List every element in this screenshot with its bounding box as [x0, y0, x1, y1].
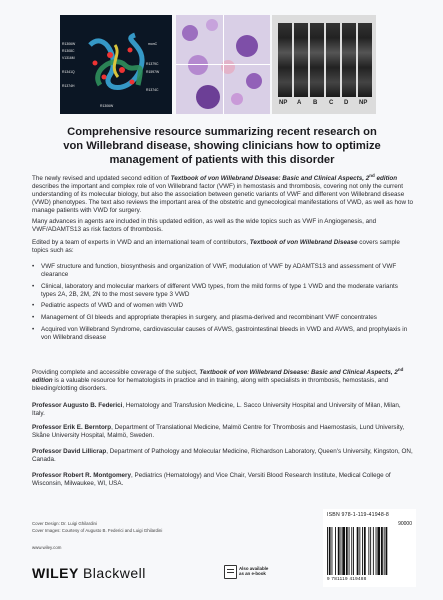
edited-text: Edited by a team of experts in VWD and an international team of contributors, [32, 239, 250, 246]
molecule-label: R1379C [146, 62, 159, 66]
topic-list [32, 263, 410, 345]
molecule-label: R1374C [146, 88, 159, 92]
providing-text: is a valuable resource for hematologists in practice and in training, along with specialists in thrombosis, hemostasis, and bleeding/clotting disorders. [32, 377, 389, 393]
barcode-bar [384, 527, 385, 575]
edited-text: covers sample topics such as: [32, 239, 400, 255]
editor-desc: , Department of Translational Medicine, Malmö Centre for Thrombosis and Haemostasis, Lund University, Skåne University Hospital, Malmö, Sweden. [32, 424, 405, 440]
ebook-text-line: as an e-book [239, 571, 266, 576]
barcode-digits: 9 781119 419488 [327, 576, 367, 581]
barcode-bar [341, 527, 342, 575]
gel-lane-label: A [297, 100, 302, 106]
barcode-bar [370, 527, 371, 575]
barcode-bar [376, 527, 377, 575]
editor-bio [32, 402, 414, 418]
molecule-label: monC [148, 42, 158, 46]
gel-lane-label: D [344, 100, 349, 106]
barcode-bar [329, 527, 331, 575]
editor-name: Professor Erik E. Berntorp [32, 424, 112, 431]
molecule-label: R1306W [100, 104, 114, 108]
list-item: • Management of GI bleeds and appropriate therapies in surgery, and plasma-derived and recombinant VWF concentrates [32, 314, 410, 322]
barcode-bar [362, 527, 363, 575]
barcode-bar [346, 527, 348, 575]
barcode-bar [357, 527, 359, 575]
gel-lane-label: NP [359, 100, 368, 106]
molecule-label: R1341Q [62, 70, 75, 74]
list-item: • Clinical, laboratory and molecular markers of different VWD types, from the mild forms of type 1 VWD and the moderate variants types 2A, 2B, 2M, 2N to the most severe type 3 VWD [32, 283, 410, 299]
barcode-bar [327, 527, 328, 575]
intro-text: describes the important and complex role of von Willebrand factor (VWF) in hemostasis and thrombosis, covering not only the current understanding of its molecular biology, but also the association between genetic variants of VWF and different von Willebrand disease (VWD) phenotypes. The text also reviews the important area of the obstetric and gynecological manifestations of VWD, as well as how to manage patients with VWD for surgery. [32, 183, 414, 215]
publisher-logo [32, 565, 146, 581]
edited-paragraph [32, 239, 414, 255]
ebook-badge [224, 565, 282, 578]
molecule-structure-graphic [60, 15, 172, 114]
editor-bio [32, 424, 414, 440]
editor-bio [32, 472, 414, 488]
editor-desc: , Department of Pathology and Molecular Medicine, Richardson Laboratory, Queen's University, Kingston, ON, Canada. [32, 448, 413, 464]
book-title: Textbook of von Willebrand Disease: Basic and Clinical Aspects, 2 [199, 369, 398, 377]
intro-paragraph [32, 172, 414, 216]
isbn-barcode [323, 509, 416, 587]
editor-name: Professor Robert R. Montgomery [32, 472, 132, 479]
barcode-bar [359, 527, 360, 575]
barcode-bar [373, 527, 374, 575]
barcode-bar [338, 527, 340, 575]
barcode-bar [353, 527, 354, 575]
editor-bio [32, 448, 414, 464]
gel-lane-label: B [313, 100, 318, 106]
barcode-bar [386, 527, 388, 575]
edition-sup: nd [397, 367, 404, 372]
barcode-bar [342, 527, 345, 575]
molecule-label: R1374H [62, 84, 75, 88]
list-item: • VWF structure and function, biosynthesis and organization of VWF, modulation of VWF by ADAMTS13 and assessment of VWF clearance [32, 263, 410, 279]
barcode-bar [335, 527, 336, 575]
barcode-bars [327, 527, 412, 575]
edition-word: edition [374, 175, 398, 183]
ebook-text-line: Also available [239, 566, 269, 571]
barcode-bar [377, 527, 380, 575]
editor-desc: , Hematology and Transfusion Medicine, L. Sacco University Hospital and University of Milan, Milan, Italy. [32, 402, 401, 418]
isbn-number: ISBN 978-1-119-41948-8 [327, 512, 389, 518]
website-link[interactable]: www.wiley.com [32, 545, 62, 550]
cover-images-credit: Cover Images: Courtesy of Augusto B. Federici and Luigi Ghilardini [32, 528, 163, 533]
advances-paragraph: Many advances in agents are included in this updated edition, as well as the wide topics such as VWF in Angiogenesis, and VWF/ADAMTS13 as risk factors of thrombosis. [32, 218, 377, 234]
edition-sup: nd [369, 173, 375, 178]
providing-text: Providing complete and accessible coverage of the subject, [32, 369, 200, 377]
blackwell-wordmark: Blackwell [82, 565, 146, 581]
barcode-bar [349, 527, 350, 575]
histology-image [176, 15, 270, 114]
editor-name: Professor David Lillicrap [32, 448, 107, 455]
cover-design-credit: Cover Design: Dr. Luigi Ghilardini [32, 521, 97, 526]
book-title: Textbook of von Willebrand Disease [249, 239, 358, 246]
gel-lane-label: NP [279, 100, 288, 106]
barcode-bar [368, 527, 369, 575]
editor-desc: , Pediatrics (Hematology) and Vice Chair, Versiti Blood Research Institute, Medical College of Wisconsin, Milwaukee, WI, USA. [32, 472, 391, 488]
barcode-bar [351, 527, 352, 575]
vwf-molecule-image [60, 15, 172, 114]
providing-paragraph [32, 366, 414, 393]
barcode-bar [332, 527, 333, 575]
gel-lane-label: C [329, 100, 334, 106]
editor-name: Professor Augusto B. Federici [32, 402, 123, 409]
ebook-icon [224, 565, 237, 579]
molecule-label: R1306W [62, 42, 76, 46]
price-code: 90000 [398, 521, 412, 527]
wiley-wordmark: WILEY [32, 565, 79, 581]
list-item: • Pediatric aspects of VWD and of women with VWD [32, 302, 410, 310]
headline: Comprehensive resource summarizing recent research on von Willebrand disease, showing clinicians how to optimize management of patients with this disorder [63, 126, 381, 166]
edition-word: edition [32, 377, 53, 385]
barcode-bar [364, 527, 366, 575]
molecule-label: R1597W [146, 70, 160, 74]
intro-text: The newly revised and updated second edition of [32, 175, 171, 183]
molecule-label: V1316M [62, 56, 75, 60]
molecule-label: R1308C [62, 49, 75, 53]
list-item: • Acquired von Willebrand Syndrome, cardiovascular causes of AVWS, gastrointestinal bleeds in VWD and AVWS, and prophylaxis in von Willebrand disease [32, 326, 410, 342]
barcode-bar [381, 527, 383, 575]
book-title: Textbook of von Willebrand Disease: Basic and Clinical Aspects, 2 [170, 175, 370, 183]
